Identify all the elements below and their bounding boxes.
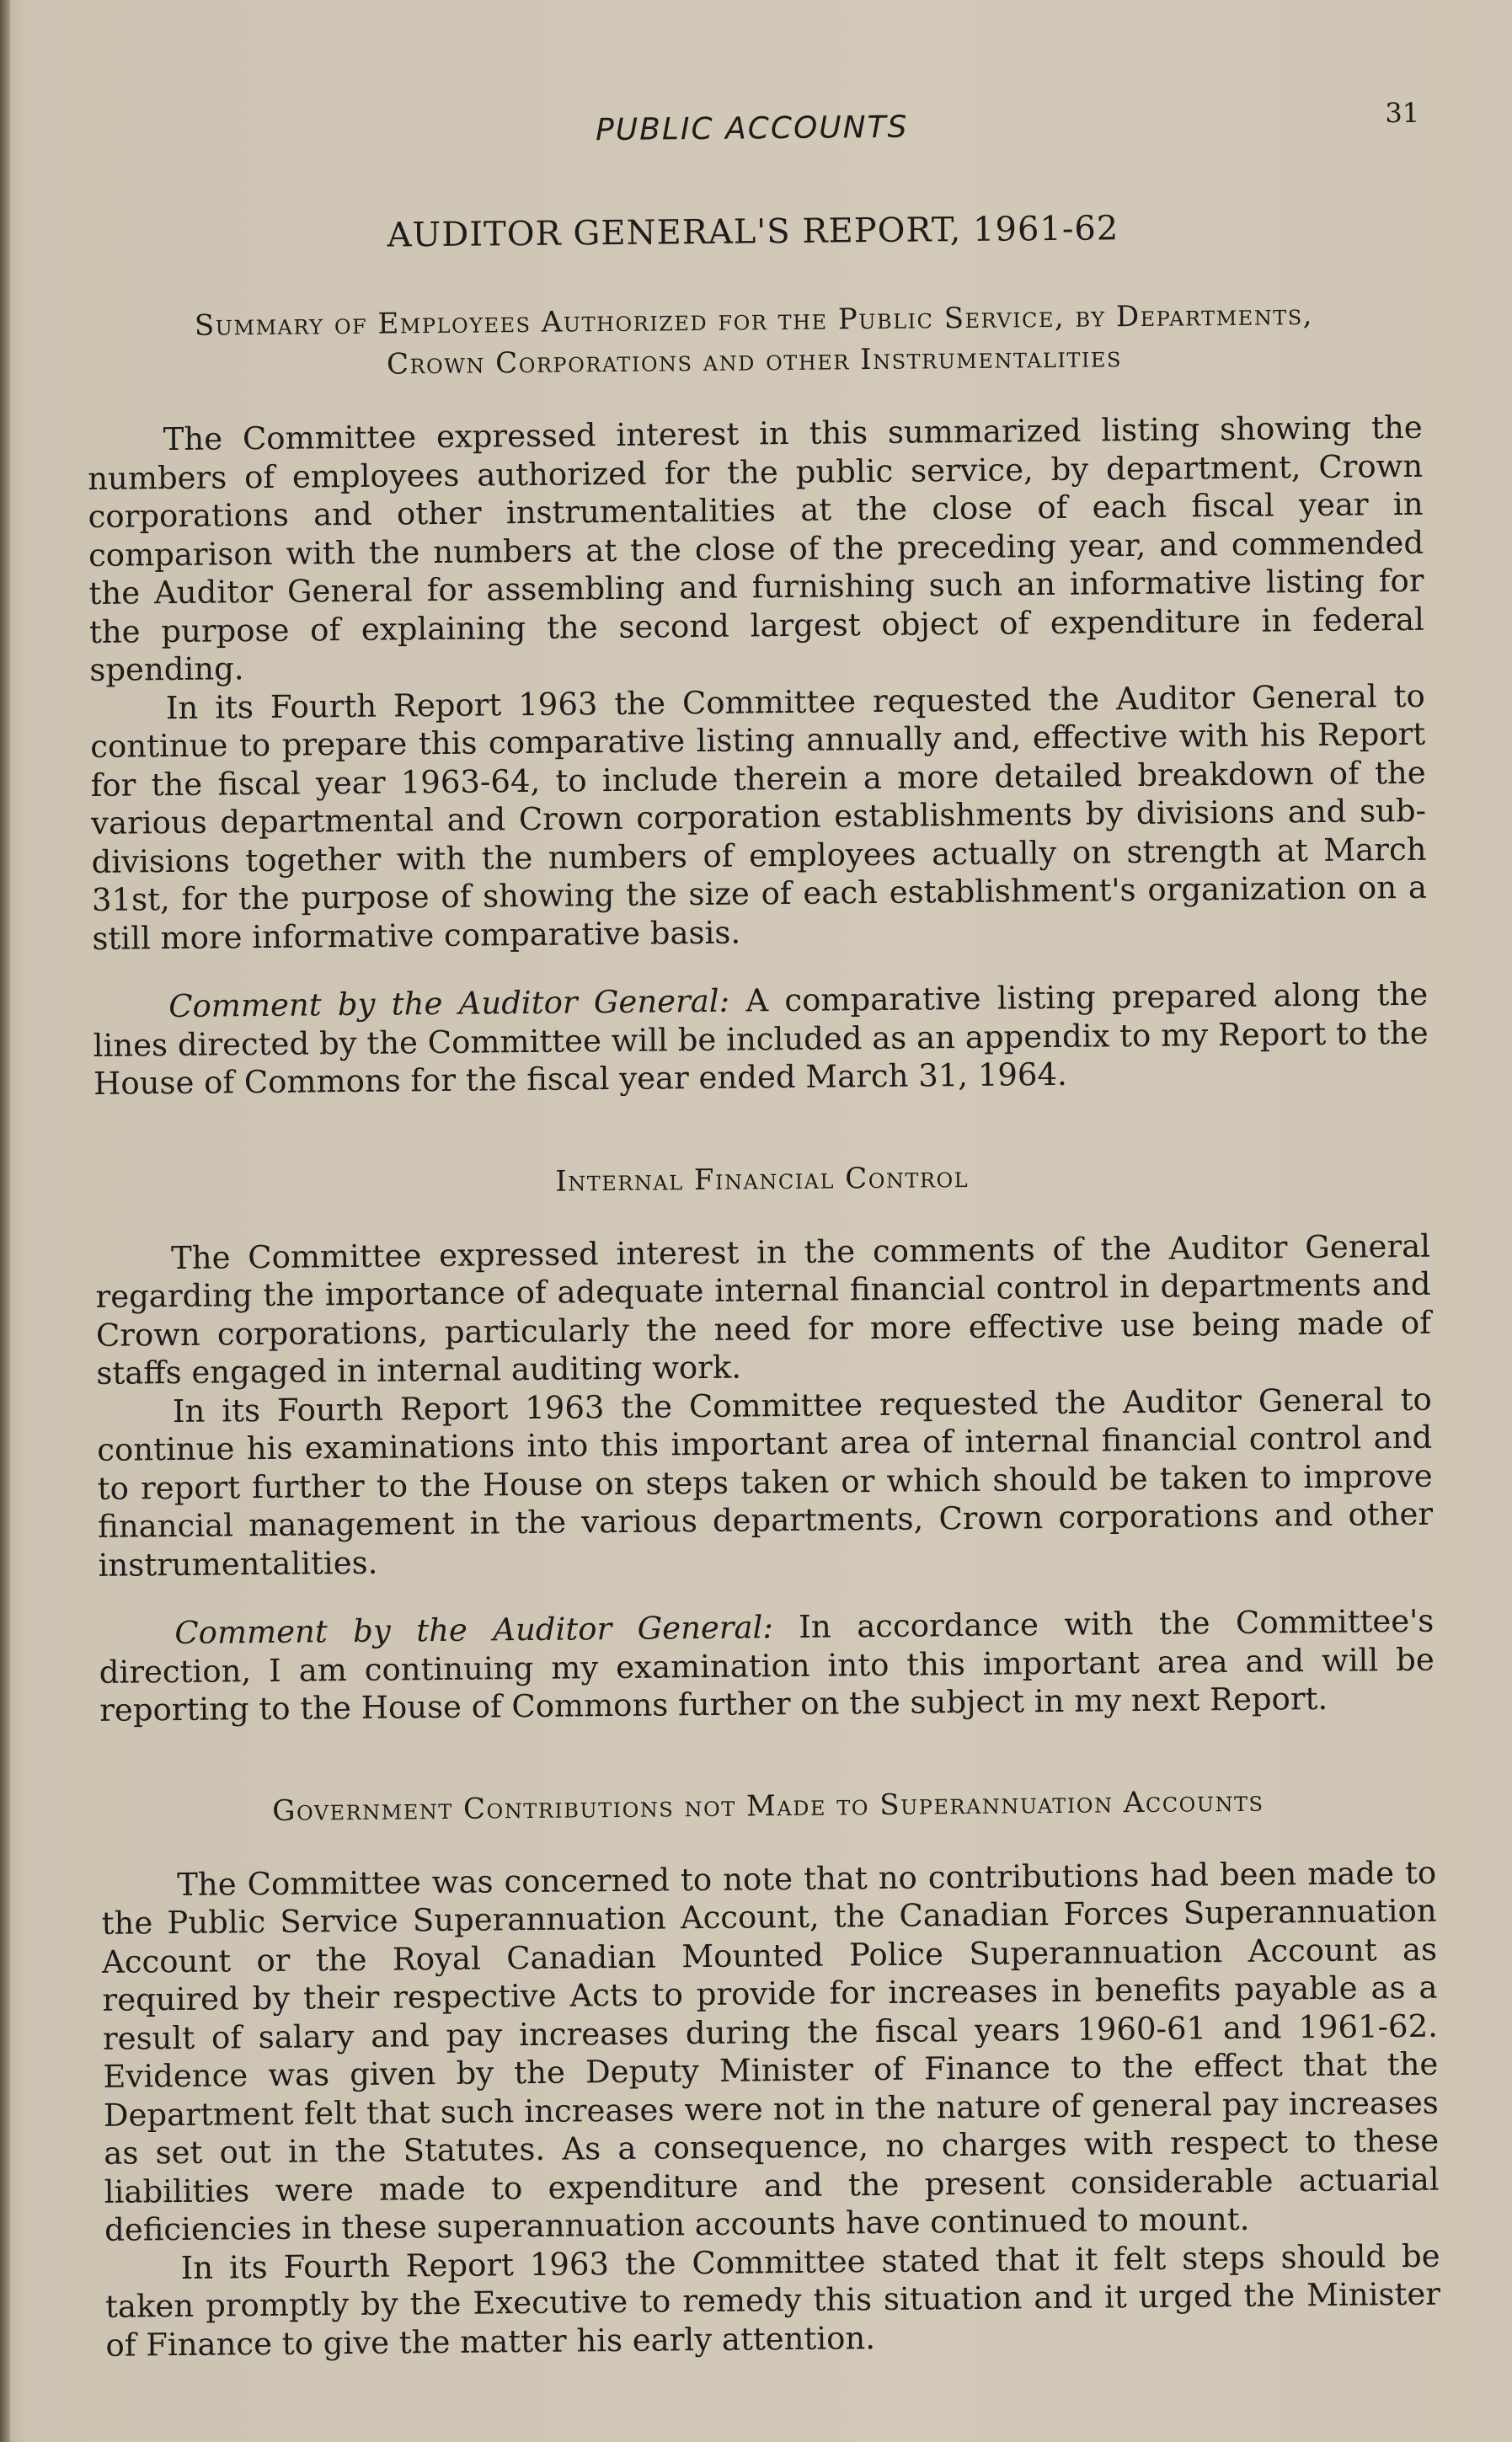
section-internal-financial-control bbox=[94, 1152, 1435, 1729]
auditor-comment bbox=[99, 1602, 1435, 1730]
body-paragraph: In its Fourth Report 1963 the Committee requested the Auditor General to continue his examinations into this important area of internal financial control and to report further to the House on steps taken or which should be taken to improve financial management in the various departments, Crown corporations and other instrumentalities. bbox=[97, 1381, 1434, 1584]
section-employees-summary bbox=[86, 294, 1429, 1103]
body-paragraph: In its Fourth Report 1963 the Committee requested the Auditor General to continue to prepare this comparative listing annually and, effective with his Report for the fiscal year 1963-64, to include therein a more detailed breakdown of the various departmental and Crown corporation establishments by divisions and sub-divisions together with the numbers of employees actually on strength at March 31st, for the purpose of showing the size of each establishment's organization on a still more informative comparative basis. bbox=[90, 677, 1428, 957]
auditor-comment bbox=[93, 975, 1429, 1103]
running-title: PUBLIC ACCOUNTS bbox=[595, 110, 909, 148]
report-title: AUDITOR GENERAL'S REPORT, 1961-62 bbox=[387, 209, 1119, 255]
page-number: 31 bbox=[1385, 96, 1420, 130]
section-heading bbox=[86, 294, 1422, 387]
body-paragraph: The Committee expressed interest in this summarized listing showing the numbers of employees authorized for the public service, by department, Crown corporations and other instrumentalities at the close of each fiscal year in comparison with the numbers at the close of the preceding year, and commended the Auditor General for assembling and furnishing such an informative listing for the purpose of explaining the second largest object of expenditure in federal spending. bbox=[87, 409, 1425, 688]
comment-text: In accordance with the Committee's direction, I am continuing my examination into this important area and will be reporting to the House of Commons further on the subject in my next Report. bbox=[99, 1602, 1435, 1729]
running-header bbox=[84, 97, 1420, 177]
section-heading-line: Crown Corporations and other Instrumentalities bbox=[386, 340, 1123, 382]
section-heading: Government Contributions not Made to Superannuation Accounts bbox=[272, 1784, 1264, 1828]
comment-label: Comment by the Auditor General: bbox=[168, 982, 730, 1025]
section-superannuation-contributions bbox=[100, 1779, 1440, 2365]
section-heading: Internal Financial Control bbox=[555, 1160, 970, 1199]
body-paragraph: The Committee expressed interest in the comments of the Auditor General regarding the importance of adequate internal financial control in departments and Crown corporations, particularly the need for more effective use being made of staffs engaged in internal auditing work. bbox=[95, 1227, 1432, 1392]
body-paragraph: The Committee was concerned to note that no contributions had been made to the Public Service Superannuation Account, the Canadian Forces Superannuation Account or the Royal Canadian Mounted Police Superannuation Account as required by their respective Acts to provide for increases in benefits payable as a result of salary and pay increases during the fiscal years 1960-61 and 1961-62. Evidence was given by the Deputy Minister of Finance to the effect that the Department felt that such increases were not in the nature of general pay increases as set out in the Statutes. As a consequence, no charges with respect to these liabilities were made to expenditure and the present considerable actuarial deficiencies in these superannuation accounts have continued to mount. bbox=[101, 1854, 1440, 2248]
section-heading-line: Summary of Employees Authorized for the Public Service, by Departments, bbox=[194, 298, 1314, 343]
comment-label: Comment by the Auditor General: bbox=[174, 1609, 774, 1652]
page-content bbox=[84, 97, 1441, 2365]
body-paragraph: In its Fourth Report 1963 the Committee stated that it felt steps should be taken promptly by the Executive to remedy this situation and it urged the Minister of Finance to give the matter his early attention. bbox=[104, 2237, 1441, 2364]
book-spine-shadow bbox=[0, 0, 10, 2442]
comment-text: A comparative listing prepared along the lines directed by the Committee will be included as an appendix to my Report to the House of Commons for the fiscal year ended March 31, 1964. bbox=[93, 975, 1429, 1102]
